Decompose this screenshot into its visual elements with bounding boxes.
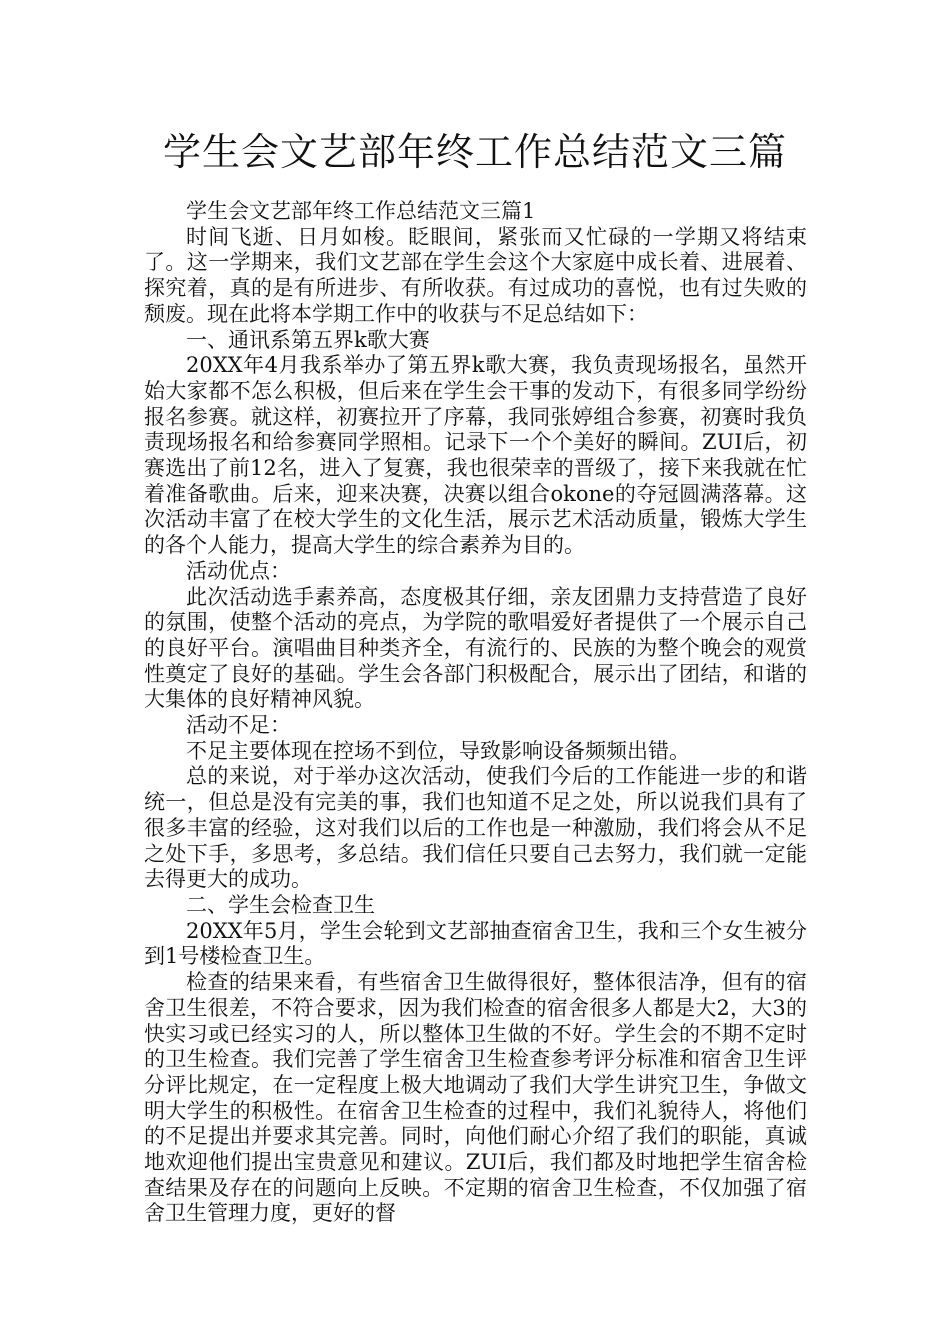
document-body [144,199,807,1227]
subheading-hygiene-check: 二、学生会检查卫生 [186,892,375,917]
section-heading-1: 学生会文艺部年终工作总结范文三篇1 [186,199,536,223]
paragraph-strengths: 此次活动选手素养高，态度极其仔细，亲友团鼎力支持营造了良好的氛围，使整个活动的亮点，为学院的歌唱爱好者提供了一个展示自己的良好平台。演唱曲目种类齐全，有流行的、民族的为整个晚会的观赏性奠定了良好的基础。学生会各部门积极配合，展示出了团结，和谐的大集体的良好精神风貌。 [144,584,807,712]
subheading-k-song-contest: 一、通讯系第五界k歌大赛 [186,327,430,352]
document-title: 学生会文艺部年终工作总结范文三篇 [162,130,787,174]
paragraph-hygiene-results: 检查的结果来看，有些宿舍卫生做得很好，整体很洁净，但有的宿舍卫生很差，不符合要求，因为我们检查的宿舍很多人都是大2，大3的快实习或已经实习的人，所以整体卫生做的不好。学生会的不期不定时的卫生检查。我们完善了学生宿舍卫生检查参考评分标准和宿舍卫生评分评比规定，在一定程度上极大地调动了我们大学生讲究卫生，争做文明大学生的积极性。在宿舍卫生检查的过程中，我们礼貌待人，将他们的不足提出并要求其完善。同时，向他们耐心介绍了我们的职能，真诚地欢迎他们提出宝贵意见和建议。ZUI后，我们都及时地把学生宿舍检查结果及存在的问题向上反映。不定期的宿舍卫生检查，不仅加强了宿舍卫生管理力度，更好的督 [144,970,807,1226]
paragraph-k-song-contest: 20XX年4月我系举办了第五界k歌大赛，我负责现场报名，虽然开始大家都不怎么积极，但后来在学生会干事的发动下，有很多同学纷纷报名参赛。就这样，初赛拉开了序幕，我同张婷组合参赛，初赛时我负责现场报名和给参赛同学照相。记录下一个个美好的瞬间。ZUI后，初赛选出了前12名，进入了复赛，我也很荣幸的晋级了，接下来我就在忙着准备歌曲。后来，迎来决赛，决赛以组合okone的夺冠圆满落幕。这次活动丰富了在校大学生的文化生活，展示艺术活动质量，锻炼大学生的各个人能力，提高大学生的综合素养为目的。 [144,353,807,558]
paragraph-intro: 时间飞逝、日月如梭。眨眼间，紧张而又忙碌的一学期又将结束了。这一学期来，我们文艺部在学生会这个大家庭中成长着、进展着、探究着，真的是有所进步、有所收获。有过成功的喜悦，也有过失败的颓废。现在此将本学期工作中的收获与不足总结如下： [144,224,807,326]
subheading-strengths: 活动优点： [186,558,291,583]
paragraph-weaknesses: 不足主要体现在控场不到位，导致影响设备频频出错。 [186,738,690,763]
subheading-weaknesses: 活动不足： [186,713,291,738]
paragraph-hygiene-assignment: 20XX年5月，学生会轮到文艺部抽查宿舍卫生，我和三个女生被分到1号楼检查卫生。 [144,918,807,969]
paragraph-summary: 总的来说，对于举办这次活动，使我们今后的工作能进一步的和谐统一，但总是没有完美的事，我们也知道不足之处，所以说我们具有了很多丰富的经验，这对我们以后的工作也是一种激励，我们将会从不足之处下手，多思考，多总结。我们信任只要自己去努力，我们就一定能去得更大的成功。 [144,764,807,892]
